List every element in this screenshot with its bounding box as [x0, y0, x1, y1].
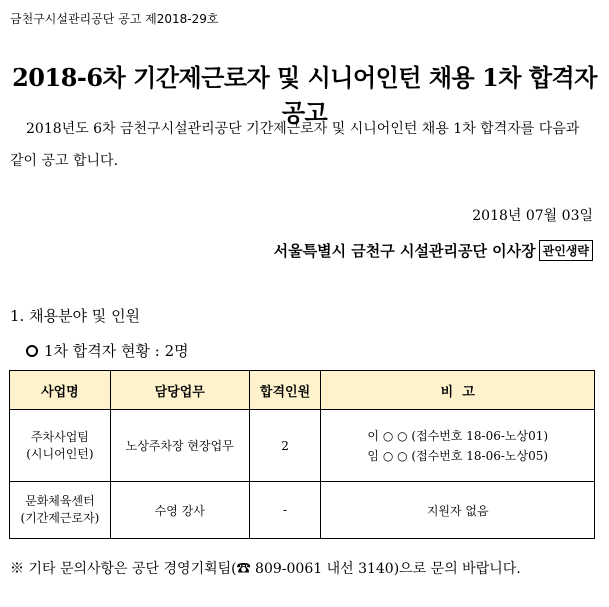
seal-stamp: 관인생략	[539, 240, 593, 261]
duty-cell: 노상주차장 현장업무	[110, 410, 249, 482]
header-note: 비 고	[321, 371, 595, 410]
department-cell	[10, 410, 111, 482]
note-line: 이 ○ ○ (접수번호 18-06-노상01)	[367, 428, 549, 443]
bullet-text: 1차 합격자 현황 : 2명	[44, 342, 189, 360]
announcement-date: 2018년 07월 03일	[472, 208, 593, 224]
department-name: 문화체육센터	[25, 494, 95, 508]
signature-text: 서울특별시 금천구 시설관리공단 이사장	[273, 242, 536, 260]
note-cell: 지원자 없음	[321, 482, 595, 539]
header-duty: 담당업무	[110, 371, 249, 410]
section-heading: 1. 채용분야 및 인원	[10, 307, 141, 325]
notice-number: 금천구시설관리공단 공고 제2018-29호	[10, 12, 219, 26]
count-cell: 2	[249, 410, 321, 482]
department-name: 주차사업팀	[30, 429, 89, 444]
table-row	[10, 410, 595, 482]
note-line: 임 ○ ○ (접수번호 18-06-노상05)	[367, 448, 549, 463]
count-cell: -	[249, 482, 321, 539]
header-department: 사업명	[10, 371, 111, 410]
table-header-row	[10, 371, 595, 410]
signature-block	[274, 240, 593, 261]
department-type: (기간제근로자)	[20, 511, 100, 525]
intro-paragraph: 2018년도 6차 금천구시설관리공단 기간제근로자 및 시니어인턴 채용 1차 합격자를 다음과 같이 공고 합니다.	[10, 121, 580, 169]
footer-note: ※ 기타 문의사항은 공단 경영기획팀(☎ 809-0061 내선 3140)으로 문의 바랍니다.	[10, 561, 521, 577]
department-cell	[10, 482, 111, 539]
note-cell	[321, 410, 595, 482]
department-type: (시니어인턴)	[26, 446, 94, 461]
bullet-line	[26, 340, 189, 361]
recruit-table	[9, 370, 595, 539]
duty-cell: 수영 강사	[110, 482, 249, 539]
header-count: 합격인원	[249, 371, 321, 410]
table-row	[10, 482, 595, 539]
circle-bullet-icon	[26, 345, 38, 357]
page-title: 2018-6차 기간제근로자 및 시니어인턴 채용 1차 합격자 공고	[12, 63, 597, 127]
